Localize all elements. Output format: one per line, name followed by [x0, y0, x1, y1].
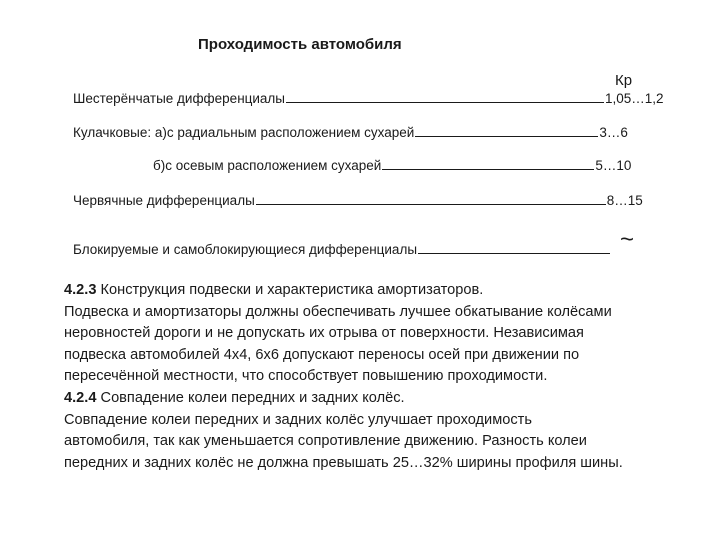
row-value: 1,05…1,2 [605, 91, 664, 106]
section-number: 4.2.4 [64, 389, 97, 406]
row-label: б)с осевым расположением сухарей [153, 158, 382, 173]
row-value: 3…6 [599, 125, 628, 140]
row-value: 5…10 [595, 158, 632, 173]
row-worm-differentials [73, 192, 643, 208]
row-cam-axial [153, 157, 631, 173]
text-line: Совпадение колеи передних и задних колёс улучшает проходимость [64, 411, 532, 428]
text-line: пересечённой местности, что способствует повышению проходимости. [64, 368, 548, 385]
row-label: Блокируемые и самоблокирующиеся дифференциалы [73, 242, 418, 257]
leader-line [382, 157, 594, 170]
text-line: передних и задних колёс не должна превышать 25…32% ширины профиля шины. [64, 454, 623, 471]
leader-line [415, 124, 598, 137]
body-text [64, 280, 704, 474]
section-title: Совпадение колеи передних и задних колёс. [96, 389, 405, 406]
row-label: Кулачковые: а)с радиальным расположением сухарей [73, 125, 415, 140]
row-value: 8…15 [606, 193, 643, 208]
row-label: Шестерёнчатые дифференциалы [73, 91, 286, 106]
leader-line [286, 90, 604, 103]
text-line: Подвеска и амортизаторы должны обеспечивать лучшее обкатывание колёсами [64, 303, 612, 320]
section-heading-4-2-4 [64, 388, 704, 410]
text-line: неровностей дороги и не допускать их отрыва от поверхности. Независимая [64, 325, 584, 342]
row-label: Червячные дифференциалы [73, 193, 255, 208]
document-title: Проходимость автомобиля [198, 36, 402, 53]
section-title: Конструкция подвески и характеристика амортизаторов. [96, 282, 484, 298]
text-line: автомобиля, так как уменьшается сопротивление движению. Разность колеи [64, 433, 587, 450]
section-heading-4-2-3 [64, 280, 704, 302]
row-locking-differentials [73, 241, 611, 257]
section-number: 4.2.3 [64, 282, 97, 298]
leader-line [418, 241, 610, 254]
row-gear-differentials [73, 90, 664, 106]
leader-line [256, 192, 606, 205]
row-cam-radial [73, 124, 628, 140]
tilde-symbol: ~ [620, 226, 635, 253]
kr-column-header: Кр [615, 72, 633, 89]
text-line: подвеска автомобилей 4х4, 6х6 допускают переносы осей при движении по [64, 346, 580, 363]
